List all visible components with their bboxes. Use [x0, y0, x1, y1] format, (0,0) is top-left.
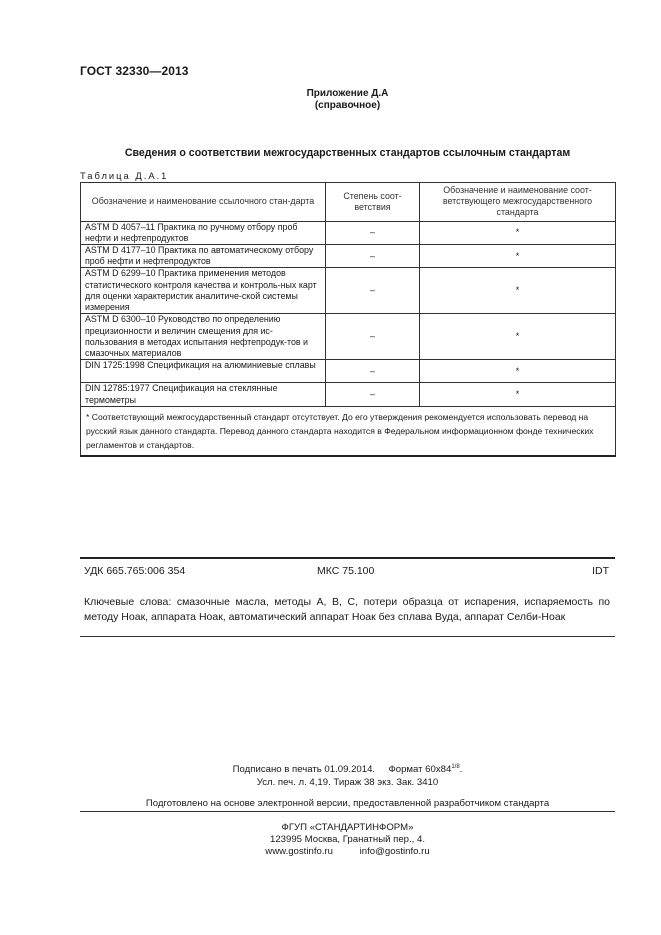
row-mark: * — [420, 383, 616, 406]
table-footnote: * Соответствующий межгосударственный стандарт отсутствует. До его утверждения рекомендуется использовать перевод на русский язык данного стандарта. Перевод данного стандарта находится в Федеральном информационном фонде технических регламентов и стандартов. — [81, 406, 616, 456]
mks-code: МКС 75.100 — [317, 565, 375, 577]
prepared-note: Подготовлено на основе электронной версии, предоставленной разработчиком стандарта — [145, 798, 550, 809]
header-degree: Степень соот-ветствия — [326, 183, 420, 222]
table-row — [81, 245, 616, 268]
table-row — [81, 268, 616, 314]
row-degree: – — [326, 221, 420, 244]
row-degree: – — [326, 314, 420, 360]
table-row — [81, 360, 616, 383]
document-id: ГОСТ 32330—2013 — [80, 64, 189, 78]
table-row — [81, 314, 616, 360]
website-link[interactable]: www.gostinfo.ru — [265, 846, 334, 857]
imprint-signed-line: Подписано в печать 01.09.2014. Формат 60x84$^{1/8}$. — [232, 764, 463, 776]
table-caption: Таблица Д.А.1 — [80, 170, 169, 181]
row-mark: * — [420, 314, 616, 360]
table-footnote-row — [81, 406, 616, 456]
header-interstate-standard: Обозначение и наименование соот-ветствующего межгосударственного стандарта — [420, 183, 616, 222]
udk-code: УДК 665.765:006 354 — [84, 565, 186, 577]
row-mark: * — [420, 268, 616, 314]
email-link[interactable]: info@gostinfo.ru — [359, 846, 430, 857]
row-ref: DIN 12785:1977 Спецификация на стеклянные термометры — [81, 383, 326, 406]
standards-table — [80, 182, 616, 457]
header-reference-standard: Обозначение и наименование ссылочного стан-дарта — [81, 183, 326, 222]
publisher-address: 123995 Москва, Гранатный пер., 4. — [270, 834, 425, 845]
keywords-paragraph: Ключевые слова: смазочные масла, методы А, В, С, потери образца от испарения, испаряемость по методу Ноак, аппарата Ноак, автоматический аппарат Ноак без сплава Вуда, аппарат Селби-Ноак — [84, 596, 610, 623]
row-mark: * — [420, 360, 616, 383]
row-ref: ASTM D 6300–10 Руководство по определению прецизионности и величин смещения для ис-пользования в методах испытания нефтепродук-тов и смазочных материалов — [81, 314, 326, 360]
idt-label: IDT — [592, 565, 609, 577]
appendix-title: Приложение Д.А — [306, 88, 389, 99]
table-header-row — [81, 183, 616, 222]
row-ref: DIN 1725:1998 Спецификация на алюминиевые сплавы — [81, 360, 326, 383]
table-row — [81, 383, 616, 406]
publisher-contacts — [80, 846, 615, 857]
row-degree: – — [326, 245, 420, 268]
divider-bottom — [80, 636, 615, 637]
section-title: Сведения о соответствии межгосударственных стандартов ссылочным стандартам — [124, 147, 571, 159]
format-fraction: 1/8 — [451, 764, 460, 770]
print-info: Усл. печ. л. 4,19. Тираж 38 экз. Зак. 3410 — [256, 777, 439, 788]
signed-date: Подписано в печать 01.09.2014. — [232, 764, 376, 776]
table-row — [81, 221, 616, 244]
imprint-divider — [80, 811, 615, 812]
row-degree: – — [326, 383, 420, 406]
row-ref: ASTM D 4177–10 Практика по автоматическому отбору проб нефти и нефтепродуктов — [81, 245, 326, 268]
publisher-name: ФГУП «СТАНДАРТИНФОРМ» — [281, 822, 414, 833]
format-label: Формат 60x84 — [388, 764, 452, 776]
row-ref: ASTM D 6299–10 Практика применения методов статистического контроля качества и контроль-ных карт для оценки характеристик аналитиче-ской системы измерения — [81, 268, 326, 314]
row-mark: * — [420, 221, 616, 244]
row-degree: – — [326, 360, 420, 383]
row-degree: – — [326, 268, 420, 314]
row-mark: * — [420, 245, 616, 268]
divider-top — [80, 557, 615, 559]
row-ref: ASTM D 4057–11 Практика по ручному отбору проб нефти и нефтепродуктов — [81, 221, 326, 244]
appendix-subtitle: (справочное) — [314, 100, 381, 111]
